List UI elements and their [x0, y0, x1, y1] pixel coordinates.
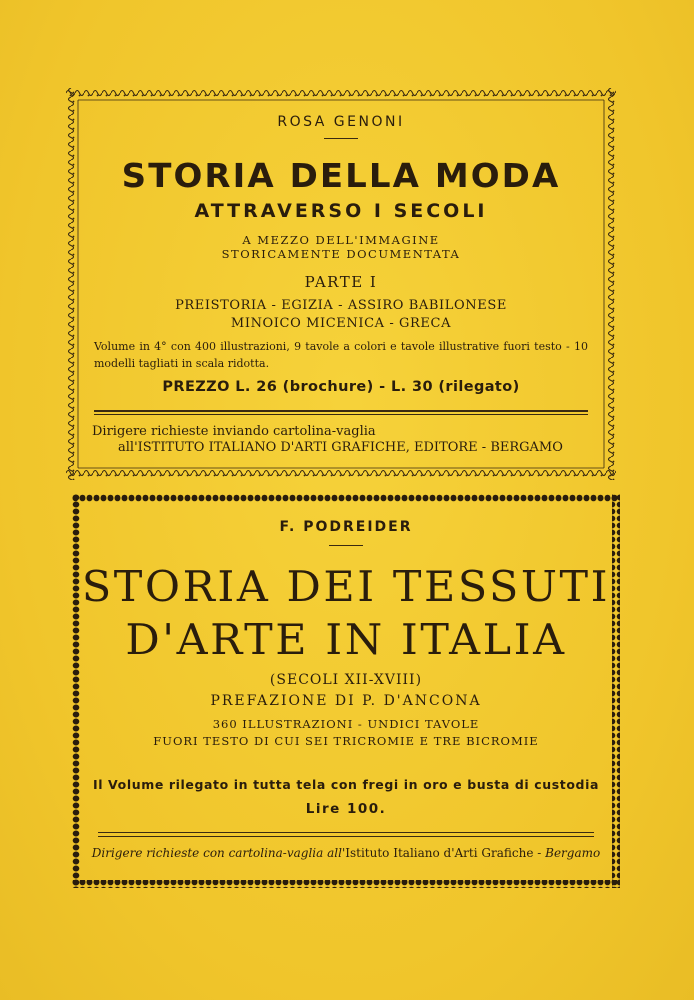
periods-line-1: PREISTORIA - EGIZIA - ASSIRO BABILONESE	[175, 298, 507, 313]
volume-description: Volume in 4° con 400 illustrazioni, 9 tavole a colori e tavole illustrative fuori testo - 10 modelli tagliati in scala ridotta.	[94, 340, 588, 370]
periods-line-2: MINOICO MICENICA - GRECA	[230, 316, 452, 331]
subtitle-line-2: STORICAMENTE DOCUMENTATA	[221, 247, 461, 261]
illustrations-line-2: FUORI TESTO DI CUI SEI TRICROMIE E TRE BICROMIE	[153, 734, 539, 748]
book-title-line-2: D'ARTE IN ITALIA	[125, 615, 567, 664]
beaded-border	[72, 494, 620, 888]
subtitle-line-1: A MEZZO DELL'IMMAGINE	[242, 233, 440, 247]
advertisement-storia-della-moda	[66, 88, 616, 480]
divider-thin	[98, 836, 594, 837]
author-name: F. PODREIDER	[279, 519, 413, 535]
divider	[98, 832, 594, 833]
illustrations-line-1: 360 ILLUSTRAZIONI - UNDICI TAVOLE	[212, 717, 480, 731]
price: Lire 100.	[305, 801, 387, 817]
divider	[94, 410, 588, 412]
publisher-name: Istituto Italiano d'Arti Grafiche	[345, 846, 534, 860]
short-rule	[324, 138, 358, 139]
binding-description: Il Volume rilegato in tutta tela con fregi in oro e busta di custodia	[92, 777, 600, 792]
request-italic: Dirigere richieste con cartolina-vaglia all'	[91, 846, 346, 860]
advertisement-storia-dei-tessuti	[72, 494, 620, 888]
book-subtitle: ATTRAVERSO I SECOLI	[194, 200, 488, 222]
request-line-2: all'ISTITUTO ITALIANO D'ARTI GRAFICHE, EDITORE - BERGAMO	[118, 440, 563, 455]
part-label: PARTE I	[304, 273, 378, 291]
book-title-line-1: STORIA DEI TESSUTI	[81, 562, 611, 611]
divider-thin	[94, 414, 588, 415]
preface-credit: PREFAZIONE DI P. D'ANCONA	[210, 693, 482, 709]
request-line-1: Dirigere richieste inviando cartolina-vaglia	[92, 424, 376, 439]
request-city: - Bergamo	[537, 846, 601, 860]
author-name: ROSA GENONI	[277, 114, 405, 130]
book-title: STORIA DELLA MODA	[121, 156, 561, 195]
centuries: (SECOLI XII-XVIII)	[269, 672, 423, 688]
price: PREZZO L. 26 (brochure) - L. 30 (rilegato)	[162, 379, 520, 395]
request-line	[72, 846, 620, 860]
short-rule	[329, 545, 363, 546]
